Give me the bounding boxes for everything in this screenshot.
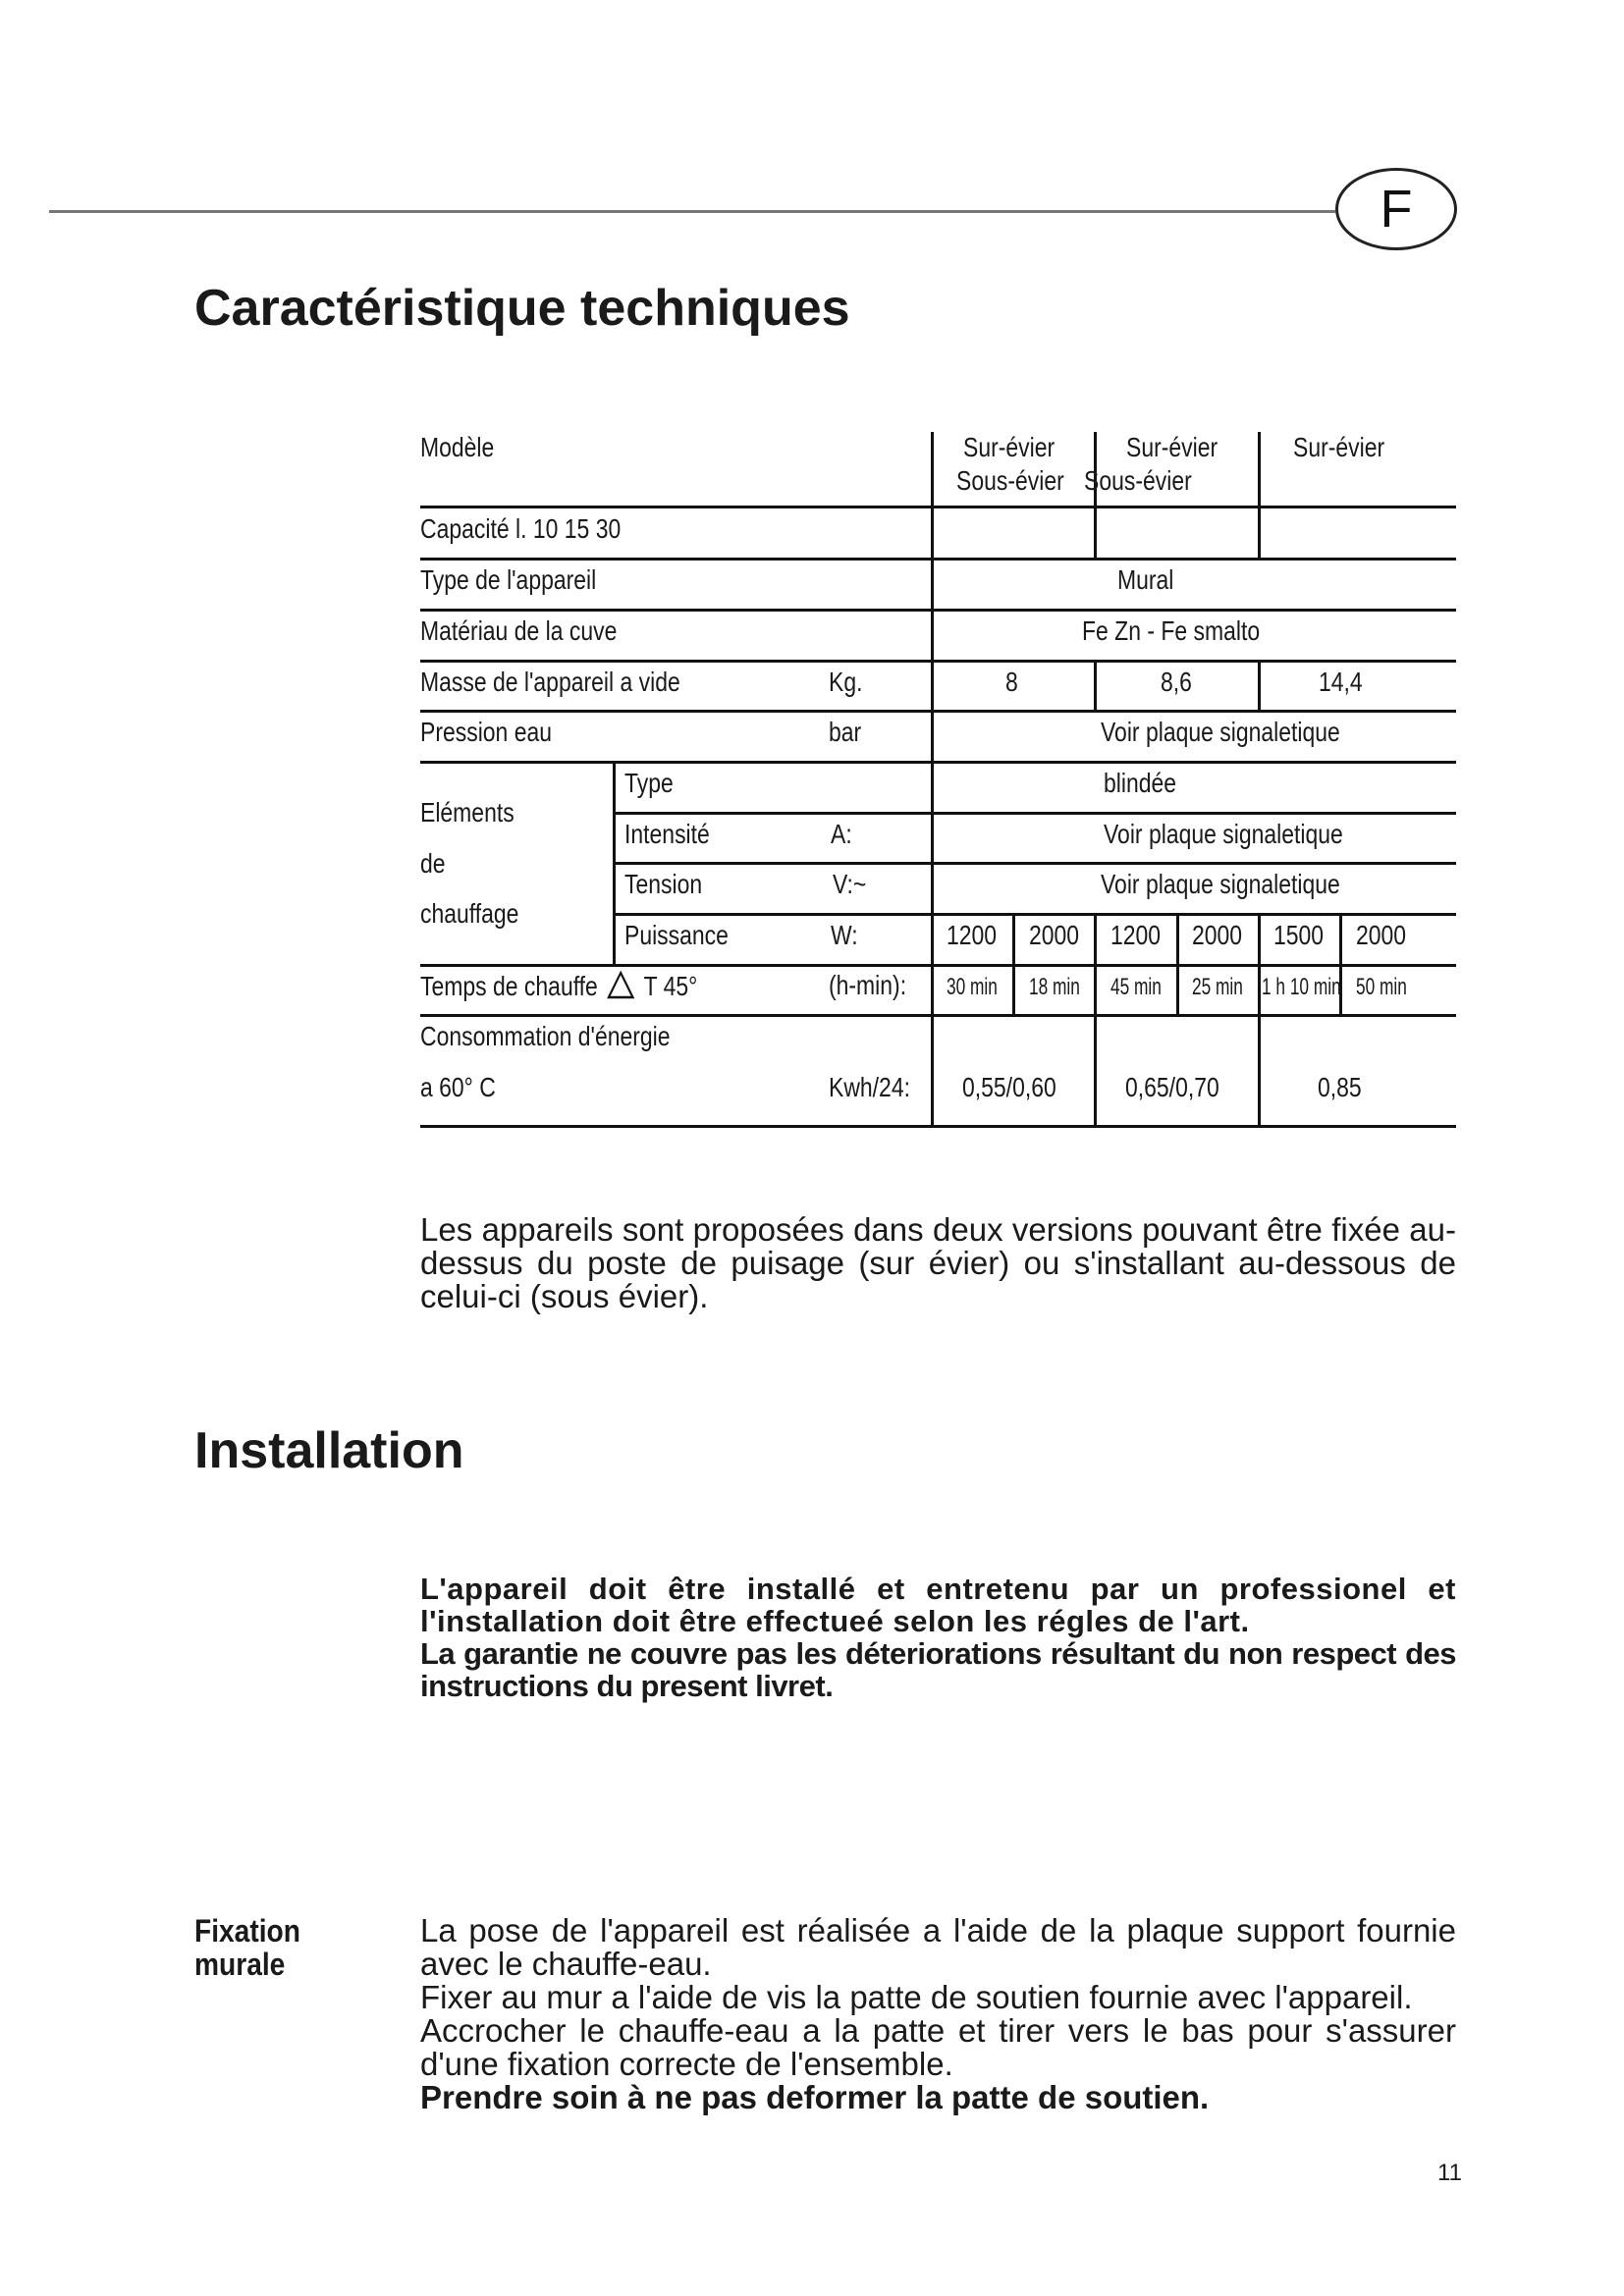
table-divider [1012, 913, 1015, 1014]
fixation-p1: La pose de l'appareil est réalisée a l'aide de la plaque support fournie avec le chauffe-eau. [420, 1912, 1456, 1982]
table-divider [1094, 913, 1097, 1014]
page-number: 11 [1437, 2160, 1462, 2186]
elements-label: de [420, 848, 446, 879]
pression-label: Pression eau [420, 717, 553, 747]
materiau-label: Matériau de la cuve [420, 615, 618, 646]
specs-title: Caractéristique techniques [194, 280, 850, 337]
install-warning-line2: La garantie ne couvre pas les déteriorations résultant du non respect des instructions du present livret. [420, 1636, 1456, 1703]
model-2-line2: Sous-évier [1084, 465, 1192, 496]
conso-label: Consommation d'énergie [420, 1021, 671, 1051]
temps-value: 1 h 10 min [1262, 974, 1341, 1000]
model-1-line1: Sur-évier [963, 432, 1056, 462]
install-warning-line1: L'appareil doit être installé et entretenu par un professionel et l'installation doit être effectueé selon les régles de l'art. [420, 1572, 1456, 1638]
table-rule [420, 1125, 1456, 1128]
masse-value: 14,4 [1319, 667, 1363, 697]
table-divider [931, 432, 934, 1125]
install-warning [420, 1573, 1456, 1702]
header-rule [49, 210, 1335, 213]
model-1-line2: Sous-évier [956, 465, 1064, 496]
model-2-line1: Sur-évier [1126, 432, 1218, 462]
table-rule [420, 558, 1456, 561]
modele-label: Modèle [420, 432, 495, 462]
temps-label-text: Temps de chauffe [420, 971, 598, 1001]
type-appareil-label: Type de l'appareil [420, 564, 597, 595]
conso-value: 0,65/0,70 [1125, 1072, 1219, 1102]
table-divider [1258, 660, 1261, 711]
masse-value: 8,6 [1161, 667, 1192, 697]
tension-value: Voir plaque signaletique [1101, 869, 1340, 899]
puissance-value: 2000 [1029, 920, 1080, 950]
table-divider [1258, 1014, 1261, 1125]
fixation-label-line1: Fixation [194, 1913, 300, 1949]
elem-type-label: Type [624, 768, 674, 798]
temps-value: 25 min [1192, 974, 1243, 1000]
table-rule [613, 862, 1456, 865]
masse-value: 8 [1005, 667, 1018, 697]
intensite-unit: A: [831, 819, 852, 849]
table-divider [613, 761, 616, 964]
puissance-value: 2000 [1356, 920, 1407, 950]
elem-type-value: blindée [1104, 768, 1177, 798]
temps-delta: T 45° [643, 971, 698, 1001]
fixation-p3: Accrocher le chauffe-eau a la patte et tirer vers le bas pour s'assurer d'une fixation correcte de l'ensemble. [420, 2012, 1456, 2082]
table-rule [420, 609, 1456, 612]
puissance-value: 1200 [1110, 920, 1162, 950]
delta-triangle-icon [607, 970, 634, 999]
table-rule [613, 812, 1456, 815]
table-divider [1094, 1014, 1097, 1125]
table-rule [420, 506, 1456, 508]
temps-value: 18 min [1029, 974, 1080, 1000]
pression-value: Voir plaque signaletique [1101, 717, 1340, 747]
table-rule [613, 913, 1456, 916]
temps-label [420, 970, 697, 1002]
puissance-value: 2000 [1192, 920, 1243, 950]
elements-label: Eléments [420, 797, 514, 828]
puissance-value: 1500 [1273, 920, 1325, 950]
temps-unit: (h-min): [829, 970, 907, 1000]
table-divider [1258, 432, 1261, 558]
conso-unit: Kwh/24: [829, 1072, 910, 1102]
language-badge: F [1335, 168, 1457, 250]
install-title: Installation [194, 1422, 464, 1479]
table-rule [420, 710, 1456, 713]
table-divider [1258, 913, 1261, 1014]
conso-label: a 60° C [420, 1072, 496, 1102]
table-divider [1094, 660, 1097, 711]
fixation-paragraph [420, 1914, 1456, 2114]
table-rule [420, 660, 1456, 663]
tension-unit: V:~ [833, 869, 867, 899]
puissance-unit: W: [831, 920, 858, 950]
materiau-value: Fe Zn - Fe smalto [1082, 615, 1261, 646]
masse-label: Masse de l'appareil a vide [420, 667, 680, 697]
fixation-p4: Prendre soin à ne pas deformer la patte de soutien. [420, 2079, 1210, 2115]
model-3-line1: Sur-évier [1293, 432, 1385, 462]
puissance-label: Puissance [624, 920, 729, 950]
table-divider [1176, 913, 1179, 1014]
fixation-label [194, 1914, 300, 1981]
capacite-label: Capacité l. 10 15 30 [420, 513, 622, 544]
puissance-value: 1200 [947, 920, 998, 950]
fixation-label-line2: murale [194, 1947, 286, 1982]
conso-value: 0,85 [1318, 1072, 1362, 1102]
fixation-p2: Fixer au mur a l'aide de vis la patte de soutien fournie avec l'appareil. [420, 1979, 1413, 2015]
table-rule [420, 964, 1456, 967]
intensite-label: Intensité [624, 819, 710, 849]
versions-paragraph [420, 1213, 1456, 1313]
table-rule [420, 761, 1456, 764]
elements-label: chauffage [420, 898, 519, 929]
versions-text: Les appareils sont proposées dans deux versions pouvant être fixée au-dessus du poste de puisage (sur évier) ou s'installant au-dessous de celui-ci (sous évier). [420, 1211, 1456, 1314]
masse-unit: Kg. [829, 667, 863, 697]
temps-value: 30 min [947, 974, 998, 1000]
intensite-value: Voir plaque signaletique [1104, 819, 1343, 849]
table-rule [420, 1014, 1456, 1017]
conso-value: 0,55/0,60 [962, 1072, 1056, 1102]
temps-value: 45 min [1110, 974, 1162, 1000]
tension-label: Tension [624, 869, 703, 899]
pression-unit: bar [829, 717, 862, 747]
type-appareil-value: Mural [1117, 564, 1174, 595]
temps-value: 50 min [1356, 974, 1407, 1000]
